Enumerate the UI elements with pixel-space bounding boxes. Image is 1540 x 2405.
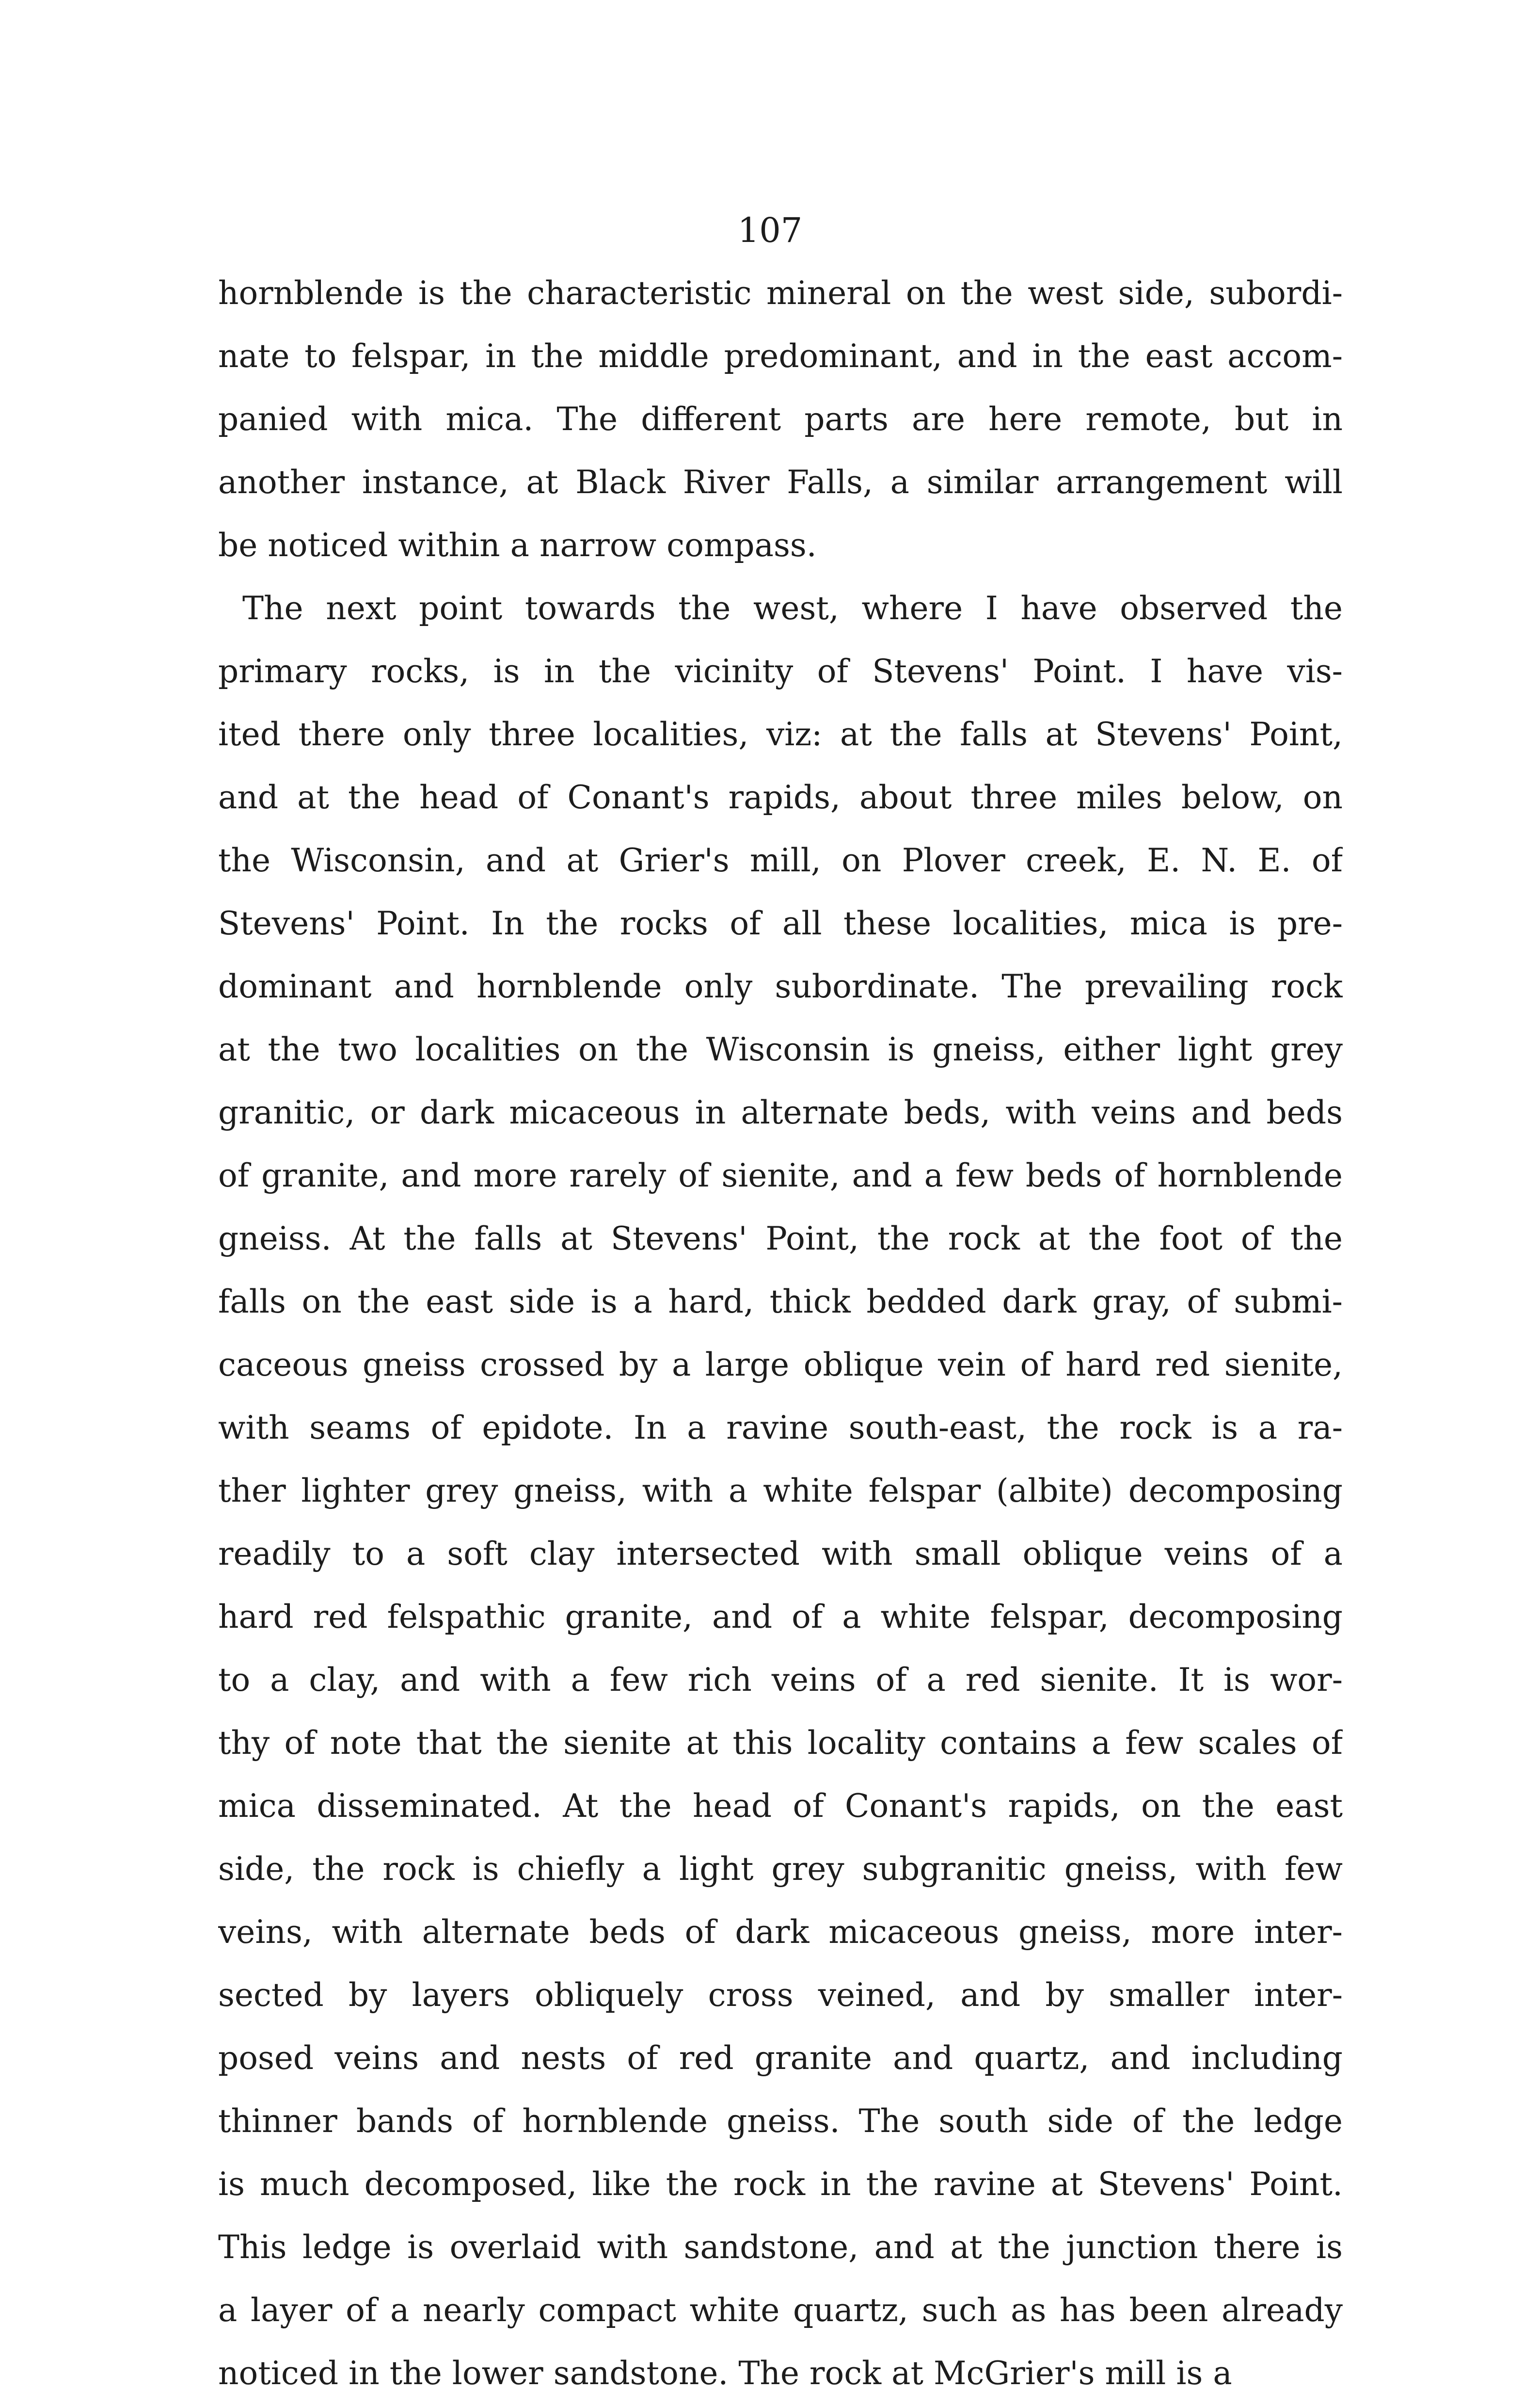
text-line: The next point towards the west, where I have observed the — [242, 590, 1343, 627]
page-number: 107 — [737, 210, 803, 250]
text-line: posed veins and nests of red granite and quartz, and including — [218, 2039, 1343, 2077]
text-line: noticed in the lower sandstone. The rock at McGrier's mill is a — [218, 2355, 1232, 2392]
text-line: readily to a soft clay intersected with small oblique veins of a — [218, 1535, 1343, 1572]
text-line: hornblende is the characteristic mineral on the west side, subordi- — [218, 274, 1343, 312]
text-line: falls on the east side is a hard, thick bedded dark gray, of submi- — [218, 1283, 1343, 1320]
text-line: another instance, at Black River Falls, a similar arrangement will — [218, 464, 1343, 501]
text-line: sected by layers obliquely cross veined, and by smaller inter- — [218, 1976, 1343, 2014]
text-line: granitic, or dark micaceous in alternate beds, with veins and beds — [218, 1094, 1343, 1131]
text-line: dominant and hornblende only subordinate. The prevailing rock — [218, 968, 1343, 1005]
text-line: mica disseminated. At the head of Conant's rapids, on the east — [218, 1787, 1343, 1825]
text-line: panied with mica. The different parts are here remote, but in — [218, 401, 1343, 438]
text-line: the Wisconsin, and at Grier's mill, on Plover creek, E. N. E. of — [218, 842, 1343, 879]
text-line: of granite, and more rarely of sienite, and a few beds of hornblende — [218, 1157, 1343, 1194]
text-line: and at the head of Conant's rapids, about three miles below, on — [218, 779, 1343, 816]
text-line: This ledge is overlaid with sandstone, and at the junction there is — [218, 2229, 1343, 2266]
text-line: thy of note that the sienite at this locality contains a few scales of — [218, 1724, 1343, 1762]
text-line: be noticed within a narrow compass. — [218, 527, 817, 564]
text-line: caceous gneiss crossed by a large oblique vein of hard red sienite, — [218, 1346, 1343, 1383]
text-line: a layer of a nearly compact white quartz, such as has been already — [218, 2292, 1343, 2329]
text-line: at the two localities on the Wisconsin is gneiss, either light grey — [218, 1031, 1343, 1068]
text-line: gneiss. At the falls at Stevens' Point, the rock at the foot of the — [218, 1220, 1343, 1257]
body-text — [218, 262, 1343, 2405]
text-line: Stevens' Point. In the rocks of all these localities, mica is pre- — [218, 905, 1343, 942]
text-line: thinner bands of hornblende gneiss. The south side of the ledge — [218, 2102, 1343, 2140]
text-line: veins, with alternate beds of dark micaceous gneiss, more inter- — [218, 1913, 1343, 1951]
text-line: ited there only three localities, viz: at the falls at Stevens' Point, — [218, 716, 1343, 753]
text-line: with seams of epidote. In a ravine south-east, the rock is a ra- — [218, 1409, 1343, 1446]
text-line: ther lighter grey gneiss, with a white felspar (albite) decomposing — [218, 1472, 1343, 1509]
text-line: primary rocks, is in the vicinity of Stevens' Point. I have vis- — [218, 653, 1343, 690]
text-line: side, the rock is chiefly a light grey subgranitic gneiss, with few — [218, 1850, 1343, 1888]
text-line: is much decomposed, like the rock in the ravine at Stevens' Point. — [218, 2165, 1343, 2203]
text-line: to a clay, and with a few rich veins of a red sienite. It is wor- — [218, 1661, 1343, 1699]
text-line: nate to felspar, in the middle predominant, and in the east accom- — [218, 337, 1343, 375]
text-line: hard red felspathic granite, and of a white felspar, decomposing — [218, 1598, 1343, 1635]
